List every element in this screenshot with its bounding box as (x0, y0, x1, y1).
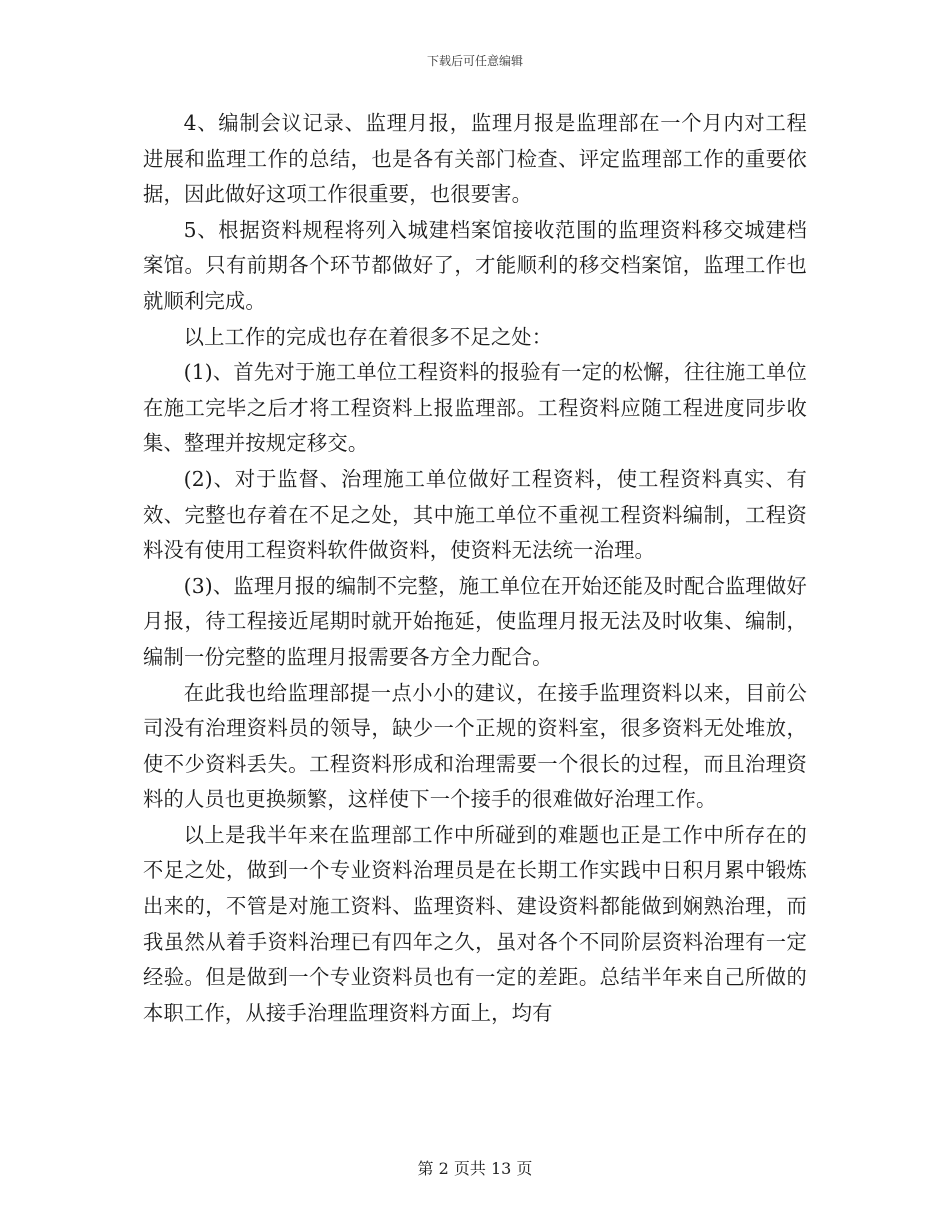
paragraph-shortcoming-3: (3)、监理月报的编制不完整，施工单位在开始还能及时配合监理做好月报，待工程接近尾期时就开始拖延，使监理月报无法及时收集、编制，编制一份完整的监理月报需要各方全力配合。 (143, 573, 807, 669)
paragraph-suggestion: 在此我也给监理部提一点小小的建议，在接手监理资料以来，目前公司没有治理资料员的领导，缺少一个正规的资料室，很多资料无处堆放，使不少资料丢失。工程资料形成和治理需要一个很长的过程，而且治理资料的人员也更换频繁，这样使下一个接手的很难做好治理工作。 (143, 680, 807, 812)
paragraph-item-5: 5、根据资料规程将列入城建档案馆接收范围的监理资料移交城建档案馆。只有前期各个环节都做好了，才能顺利的移交档案馆，监理工作也就顺利完成。 (143, 217, 807, 313)
paragraph-shortcomings-intro: 以上工作的完成也存在着很多不足之处： (183, 324, 553, 349)
paragraph-shortcoming-1: (1)、首先对于施工单位工程资料的报验有一定的松懈，往往施工单位在施工完毕之后才将工程资料上报监理部。工程资料应随工程进度同步收集、整理并按规定移交。 (143, 360, 807, 456)
document-body (143, 106, 807, 1031)
page-footer: 第 2 页共 13 页 (417, 1159, 533, 1178)
page-header: 下载后可任意编辑 (426, 54, 523, 68)
paragraph-summary: 以上是我半年来在监理部工作中所碰到的难题也正是工作中所存在的不足之处，做到一个专业资料治理员是在长期工作实践中日积月累中锻炼出来的，不管是对施工资料、监理资料、建设资料都能做到娴熟治理，而我虽然从着手资料治理已有四年之久，虽对各个不同阶层资料治理有一定经验。但是做到一个专业资料员也有一定的差距。总结半年来自己所做的本职工作，从接手治理监理资料方面上，均有 (143, 822, 807, 1025)
paragraph-shortcoming-2: (2)、对于监督、治理施工单位做好工程资料，使工程资料真实、有效、完整也存着在不足之处，其中施工单位不重视工程资料编制，工程资料没有使用工程资料软件做资料，使资料无法统一治理。 (143, 466, 807, 563)
paragraph-item-4: 4、编制会议记录、监理月报，监理月报是监理部在一个月内对工程进展和监理工作的总结，也是各有关部门检查、评定监理部工作的重要依据，因此做好这项工作很重要，也很要害。 (143, 111, 807, 207)
